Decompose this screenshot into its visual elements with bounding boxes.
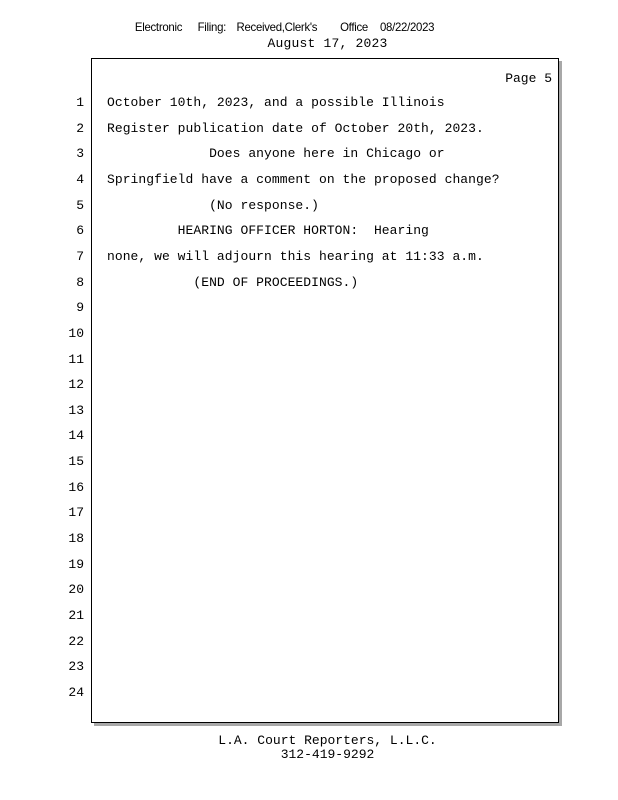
- line-number: 1: [76, 95, 84, 110]
- line-number: 23: [68, 659, 84, 674]
- hearing-date: August 17, 2023: [267, 36, 388, 51]
- line-number: 20: [68, 582, 84, 597]
- stamp-office: Office: [340, 20, 368, 34]
- line-number: 12: [68, 377, 84, 392]
- stamp-received: Received,Clerk's: [236, 20, 318, 34]
- line-text: Does anyone here in Chicago or: [107, 146, 445, 161]
- line-number: 6: [76, 223, 84, 238]
- line-text: Register publication date of October 20th, 2023.: [107, 121, 484, 136]
- line-number: 22: [68, 634, 84, 649]
- line-text: HEARING OFFICER HORTON: Hearing: [107, 223, 429, 238]
- line-text: October 10th, 2023, and a possible Illinois: [107, 95, 445, 110]
- line-number: 18: [68, 531, 84, 546]
- line-number: 16: [68, 480, 84, 495]
- line-number: 15: [68, 454, 84, 469]
- line-text: none, we will adjourn this hearing at 11:33 a.m.: [107, 249, 484, 264]
- stamp-electronic: Electronic: [134, 20, 183, 34]
- filing-stamp: [0, 20, 587, 36]
- line-number: 5: [76, 198, 84, 213]
- line-number: 10: [68, 326, 84, 341]
- line-number: 4: [76, 172, 84, 187]
- line-number: 3: [76, 146, 84, 161]
- line-number: 8: [76, 275, 84, 290]
- line-text: (END OF PROCEEDINGS.): [107, 275, 359, 290]
- line-number: 9: [76, 300, 84, 315]
- line-text: Springfield have a comment on the proposed change?: [107, 172, 500, 187]
- line-number: 14: [68, 428, 84, 443]
- line-number: 7: [76, 249, 84, 264]
- page-number: Page 5: [505, 71, 552, 86]
- line-number: 13: [68, 403, 84, 418]
- line-number: 19: [68, 557, 84, 572]
- line-number: 17: [68, 505, 84, 520]
- stamp-filing: Filing:: [197, 20, 227, 34]
- line-text: (No response.): [107, 198, 319, 213]
- line-number: 11: [68, 352, 84, 367]
- reporter-phone: 312-419-9292: [280, 747, 375, 762]
- reporter-company: L.A. Court Reporters, L.L.C.: [218, 733, 437, 748]
- line-number: 24: [68, 685, 84, 700]
- line-number: 21: [68, 608, 84, 623]
- line-number: 2: [76, 121, 84, 136]
- stamp-date: 08/22/2023: [380, 20, 435, 34]
